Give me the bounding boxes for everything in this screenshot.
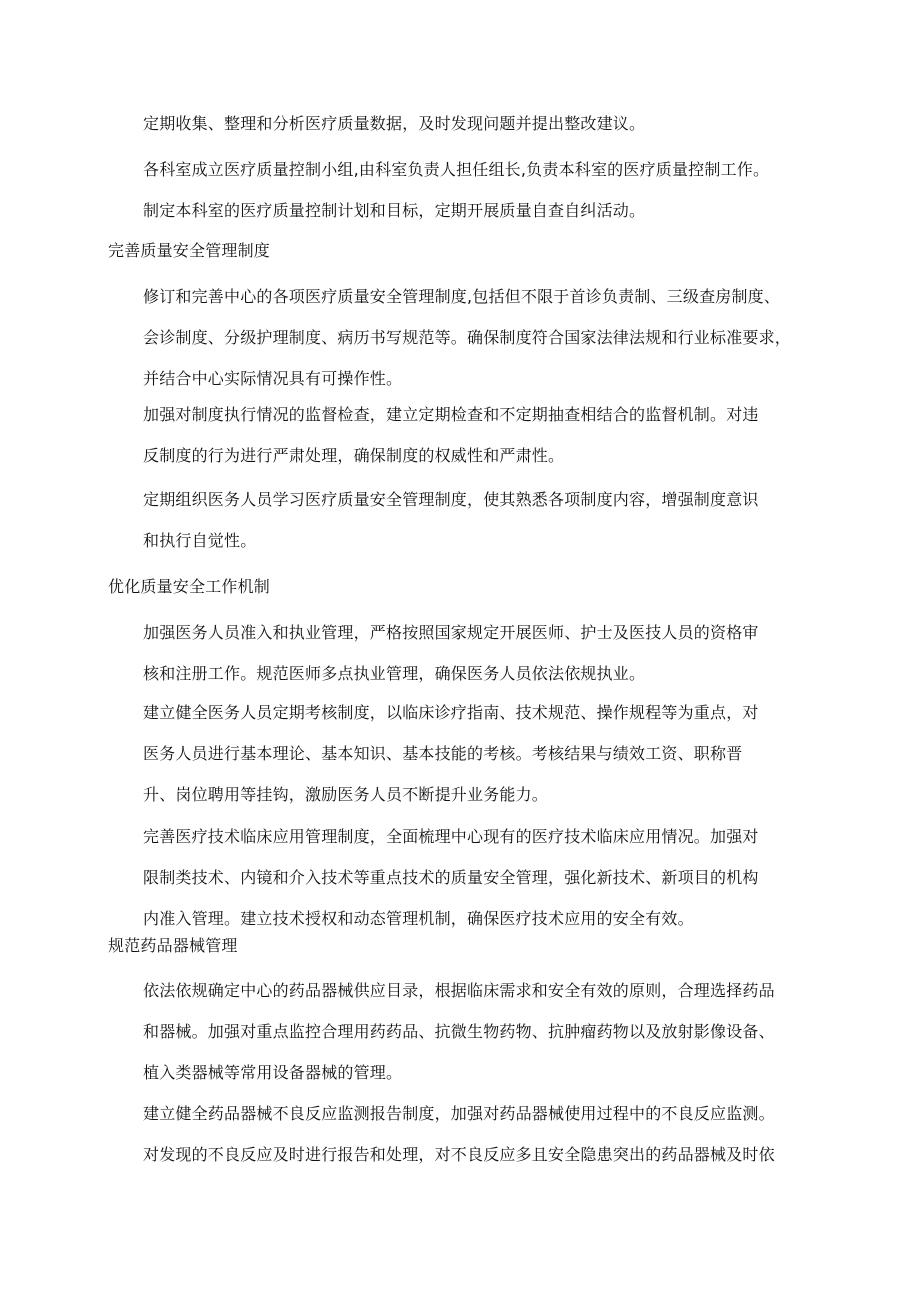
paragraph-supply-catalog [143,970,807,1093]
paragraph-control-group [143,149,807,231]
text-line: 植入类器械等常用设备器械的管理。 [143,1063,403,1082]
text-line: 依法依规确定中心的药品器械供应目录，根据临床需求和安全有效的原则，合理选择药品 [143,981,775,1000]
text-line: 建立健全药品器械不良反应监测报告制度，加强对药品器械使用过程中的不良反应监测。 [143,1104,775,1123]
text-line: 对发现的不良反应及时进行报告和处理，对不良反应多且安全隐患突出的药品器械及时依 [143,1145,775,1164]
paragraph-adverse-reaction [143,1093,807,1175]
text-line: 加强医务人员准入和执业管理，严格按照国家规定开展医师、护士及医技人员的资格审 [143,623,759,642]
text-line: 定期收集、整理和分析医疗质量数据，及时发现问题并提出整改建议。 [143,114,646,133]
paragraph-training [143,479,807,561]
text-line: 医务人员进行基本理论、基本知识、基本技能的考核。考核结果与绩效工资、职称晋 [143,744,743,763]
section-heading-management-system: 完善质量安全管理制度 [108,241,271,260]
text-line: 加强对制度执行情况的监督检查，建立定期检查和不定期抽查相结合的监督机制。对违 [143,405,759,424]
text-line: 并结合中心实际情况具有可操作性。 [143,369,403,388]
text-line: 建立健全医务人员定期考核制度，以临床诊疗指南、技术规范、操作规程等为重点，对 [143,703,759,722]
text-line: 反制度的行为进行严肃处理，确保制度的权威性和严肃性。 [143,446,565,465]
text-line: 升、岗位聘用等挂钩，激励医务人员不断提升业务能力。 [143,785,549,804]
text-line: 各科室成立医疗质量控制小组,由科室负责人担任组长,负责本科室的医疗质量控制工作。 [143,160,770,179]
text-line: 内准入管理。建立技术授权和动态管理机制，确保医疗技术应用的安全有效。 [143,909,694,928]
section-heading-work-mechanism: 优化质量安全工作机制 [108,577,271,596]
text-line: 限制类技术、内镜和介入技术等重点技术的质量安全管理，强化新技术、新项目的机构 [143,868,759,887]
paragraph-assessment [143,692,807,815]
text-line: 和执行自觉性。 [143,531,257,550]
text-line: 制定本科室的医疗质量控制计划和目标，定期开展质量自查自纠活动。 [143,201,646,220]
paragraph-quality-data [143,103,807,144]
text-line: 修订和完善中心的各项医疗质量安全管理制度,包括但不限于首诊负责制、三级查房制度、 [143,287,781,306]
paragraph-technology-management [143,816,807,939]
text-line: 定期组织医务人员学习医疗质量安全管理制度，使其熟悉各项制度内容，增强制度意识 [143,490,759,509]
text-line: 完善医疗技术临床应用管理制度，全面梳理中心现有的医疗技术临床应用情况。加强对 [143,827,759,846]
text-line: 会诊制度、分级护理制度、病历书写规范等。确保制度符合国家法律法规和行业标准要求， [143,328,792,347]
paragraph-access-management [143,612,807,694]
paragraph-revise-system [143,276,807,399]
section-heading-drug-device: 规范药品器械管理 [108,936,238,955]
paragraph-supervision [143,394,807,476]
text-line: 核和注册工作。规范医师多点执业管理，确保医务人员依法依规执业。 [143,664,646,683]
text-line: 和器械。加强对重点监控合理用药药品、抗微生物药物、抗肿瘤药物以及放射影像设备、 [143,1022,775,1041]
